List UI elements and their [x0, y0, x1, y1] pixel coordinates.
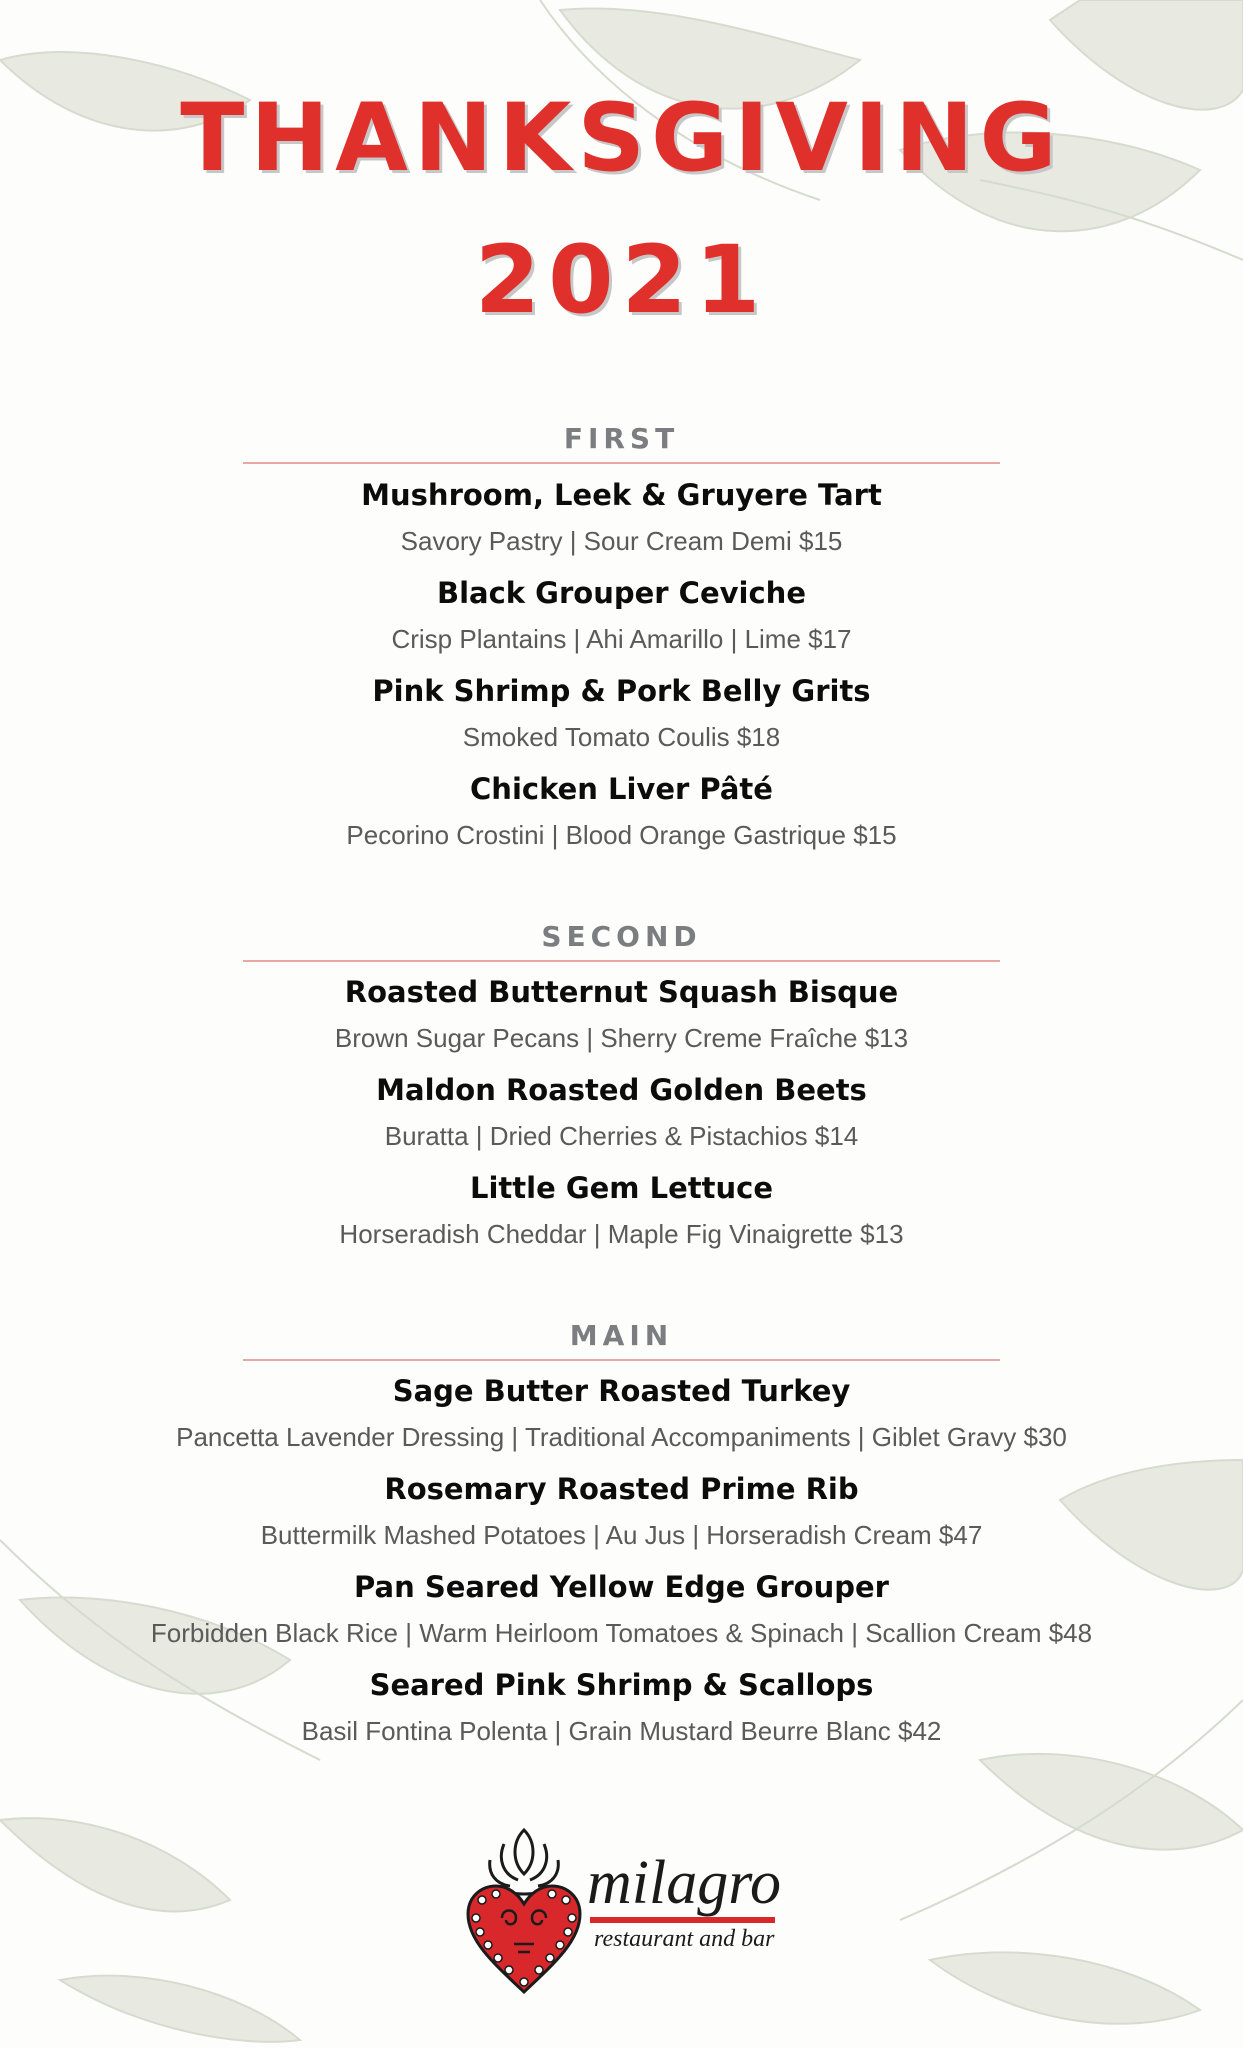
menu-item-name: Little Gem Lettuce: [469, 1171, 773, 1205]
menu-item-description: Brown Sugar Pecans | Sherry Creme Fraîche $13: [334, 1023, 909, 1053]
menu-item-description: Pecorino Crostini | Blood Orange Gastrique $15: [346, 820, 897, 850]
menu-year: 2021: [474, 226, 769, 335]
menu-item-name: Pink Shrimp & Pork Belly Grits: [372, 674, 871, 708]
menu-item-description: Savory Pastry | Sour Cream Demi $15: [400, 526, 843, 556]
sacred-heart-icon: [462, 1822, 587, 2002]
menu-item-description: Crisp Plantains | Ahi Amarillo | Lime $17: [391, 624, 852, 654]
menu-item-name: Mushroom, Leek & Gruyere Tart: [361, 478, 882, 512]
menu-item-description: Forbidden Black Rice | Warm Heirloom Tomatoes & Spinach | Scallion Cream $48: [150, 1618, 1093, 1648]
menu-item-description: Smoked Tomato Coulis $18: [462, 722, 781, 752]
section-heading-second: SECOND: [541, 920, 702, 953]
section-heading-first: FIRST: [563, 422, 680, 455]
restaurant-logo: [462, 1822, 802, 2002]
logo-tagline: restaurant and bar: [594, 1926, 775, 1952]
menu-item-description: Buttermilk Mashed Potatoes | Au Jus | Horseradish Cream $47: [260, 1520, 983, 1550]
menu-item-name: Maldon Roasted Golden Beets: [376, 1073, 867, 1107]
logo-underline: [590, 1917, 775, 1923]
menu-item-description: Pancetta Lavender Dressing | Traditional Accompaniments | Giblet Gravy $30: [176, 1422, 1067, 1452]
menu-item-description: Basil Fontina Polenta | Grain Mustard Beurre Blanc $42: [301, 1716, 942, 1746]
menu-item-name: Chicken Liver Pâté: [470, 772, 773, 806]
section-divider: [243, 462, 1000, 464]
menu-item-name: Seared Pink Shrimp & Scallops: [369, 1668, 874, 1702]
menu-item-name: Rosemary Roasted Prime Rib: [384, 1472, 859, 1506]
menu-item-name: Pan Seared Yellow Edge Grouper: [354, 1570, 889, 1604]
section-divider: [243, 1359, 1000, 1361]
logo-wordmark: milagro: [587, 1849, 782, 1917]
menu-item-description: Horseradish Cheddar | Maple Fig Vinaigrette $13: [339, 1219, 904, 1249]
menu-item-name: Roasted Butternut Squash Bisque: [344, 975, 899, 1009]
section-divider: [243, 960, 1000, 962]
section-heading-main: MAIN: [569, 1319, 674, 1352]
menu-title: THANKSGIVING: [180, 84, 1063, 193]
menu-item-name: Sage Butter Roasted Turkey: [392, 1374, 851, 1408]
menu-item-name: Black Grouper Ceviche: [437, 576, 806, 610]
menu-item-description: Buratta | Dried Cherries & Pistachios $14: [384, 1121, 859, 1151]
